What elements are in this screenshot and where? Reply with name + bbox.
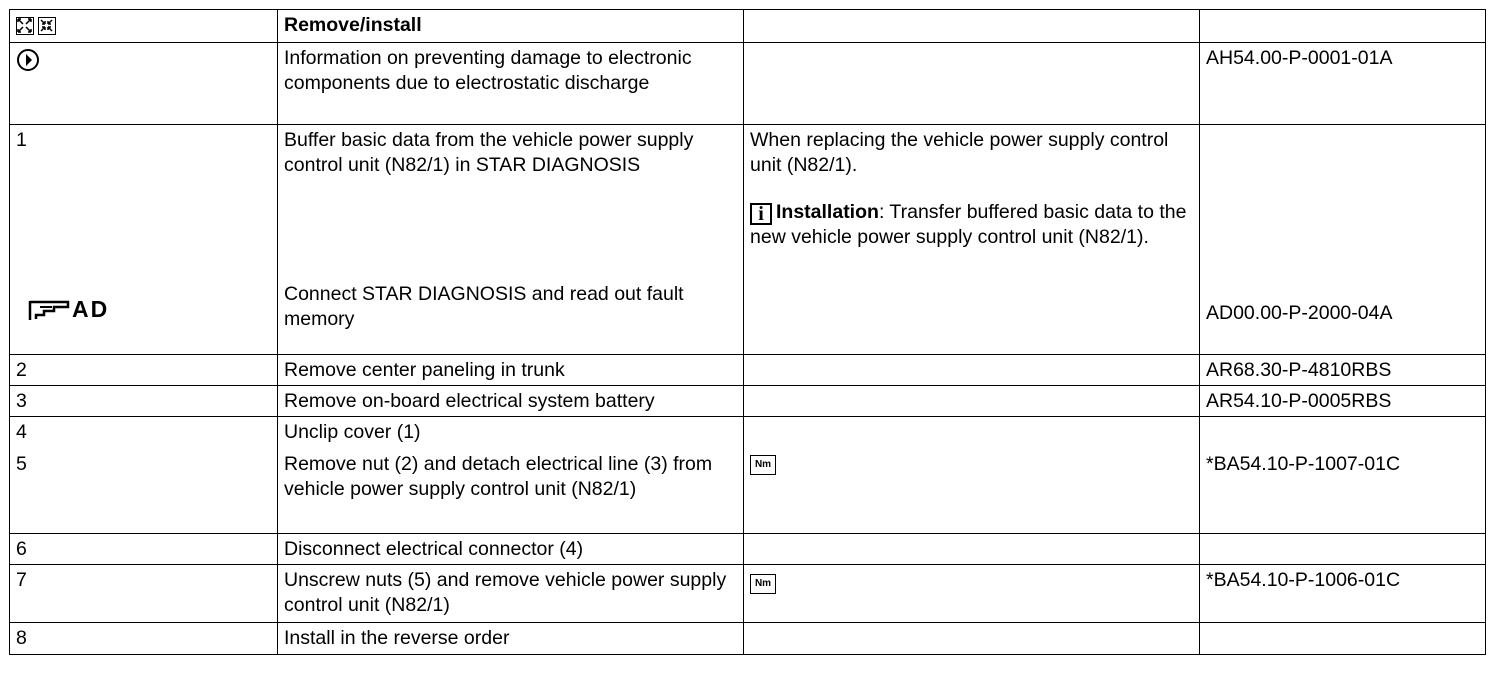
torque-nm-icon[interactable]: Nm	[750, 574, 776, 594]
step-number-5: 5	[16, 453, 27, 475]
installation-detail: : Transfer buffered basic data to the new vehicle power supply control unit (N82/1).	[750, 201, 1187, 248]
remove-nut-text: Remove nut (2) and detach electrical line (3) from vehicle power supply control unit (N82/1)	[284, 453, 713, 500]
header-title: Remove/install	[278, 10, 744, 43]
step-ref[interactable]: AH54.00-P-0001-01A	[1200, 43, 1486, 125]
step-number: 7	[10, 565, 278, 623]
table-row	[10, 534, 1486, 565]
diagnosis-ref[interactable]: AD00.00-P-2000-04A	[1206, 302, 1393, 324]
table-row	[10, 417, 1486, 534]
table-row	[10, 565, 1486, 623]
replacement-note: When replacing the vehicle power supply control unit (N82/1).	[750, 129, 1169, 176]
step-ref	[1200, 623, 1486, 655]
step-ref	[1200, 417, 1486, 534]
step-1-text: Buffer basic data from the vehicle power supply control unit (N82/1) in STAR DIAGNOSIS	[284, 129, 694, 176]
step-text: Information on preventing damage to electronic components due to electrostatic discharge	[278, 43, 744, 125]
step-note	[744, 125, 1200, 355]
connect-diagnosis-text: Connect STAR DIAGNOSIS and read out fault memory	[284, 283, 684, 330]
step-note	[744, 417, 1200, 534]
table-row	[10, 623, 1486, 655]
torque-nm-icon[interactable]: Nm	[750, 455, 776, 475]
step-text	[278, 417, 744, 534]
table-row	[10, 43, 1486, 125]
procedure-table	[9, 9, 1486, 655]
procedure-table-wrapper	[9, 9, 1486, 655]
step-ref[interactable]: AR54.10-P-0005RBS	[1200, 386, 1486, 417]
torque-ref[interactable]: *BA54.10-P-1007-01C	[1206, 453, 1401, 475]
step-text: Install in the reverse order	[278, 623, 744, 655]
installation-note	[750, 200, 1193, 250]
table-row	[10, 125, 1486, 355]
step-cell	[10, 125, 278, 355]
header-empty-4	[1200, 10, 1486, 43]
unclip-cover-text: Unclip cover (1)	[284, 421, 421, 443]
step-ref	[1200, 125, 1486, 355]
step-number: 1	[16, 129, 27, 151]
step-text: Disconnect electrical connector (4)	[278, 534, 744, 565]
step-number: 3	[10, 386, 278, 417]
info-icon: i	[750, 203, 772, 225]
step-text: Unscrew nuts (5) and remove vehicle power supply control unit (N82/1)	[278, 565, 744, 623]
ad-label: AD	[72, 296, 110, 322]
step-number: 2	[10, 355, 278, 386]
step-ref[interactable]: AR68.30-P-4810RBS	[1200, 355, 1486, 386]
step-note	[744, 386, 1200, 417]
expand-icon[interactable]	[16, 17, 34, 35]
step-text	[278, 125, 744, 355]
header-empty-3	[744, 10, 1200, 43]
step-number-4: 4	[16, 421, 27, 443]
step-number: 6	[10, 534, 278, 565]
header-icons-cell	[10, 10, 278, 43]
step-note	[744, 43, 1200, 125]
step-number: 8	[10, 623, 278, 655]
header-row	[10, 10, 1486, 43]
step-ref	[1200, 534, 1486, 565]
step-cell	[10, 43, 278, 125]
table-row	[10, 386, 1486, 417]
esd-warning-icon	[16, 48, 40, 72]
step-note	[744, 355, 1200, 386]
step-ref[interactable]: *BA54.10-P-1006-01C	[1200, 565, 1486, 623]
table-row	[10, 355, 1486, 386]
step-note	[744, 534, 1200, 565]
step-note	[744, 565, 1200, 623]
installation-label: Installation	[776, 201, 879, 223]
collapse-icon[interactable]	[38, 17, 56, 35]
step-cell	[10, 417, 278, 534]
diagnosis-pointer-icon	[28, 297, 109, 322]
step-note	[744, 623, 1200, 655]
step-text: Remove on-board electrical system battery	[278, 386, 744, 417]
step-text: Remove center paneling in trunk	[278, 355, 744, 386]
